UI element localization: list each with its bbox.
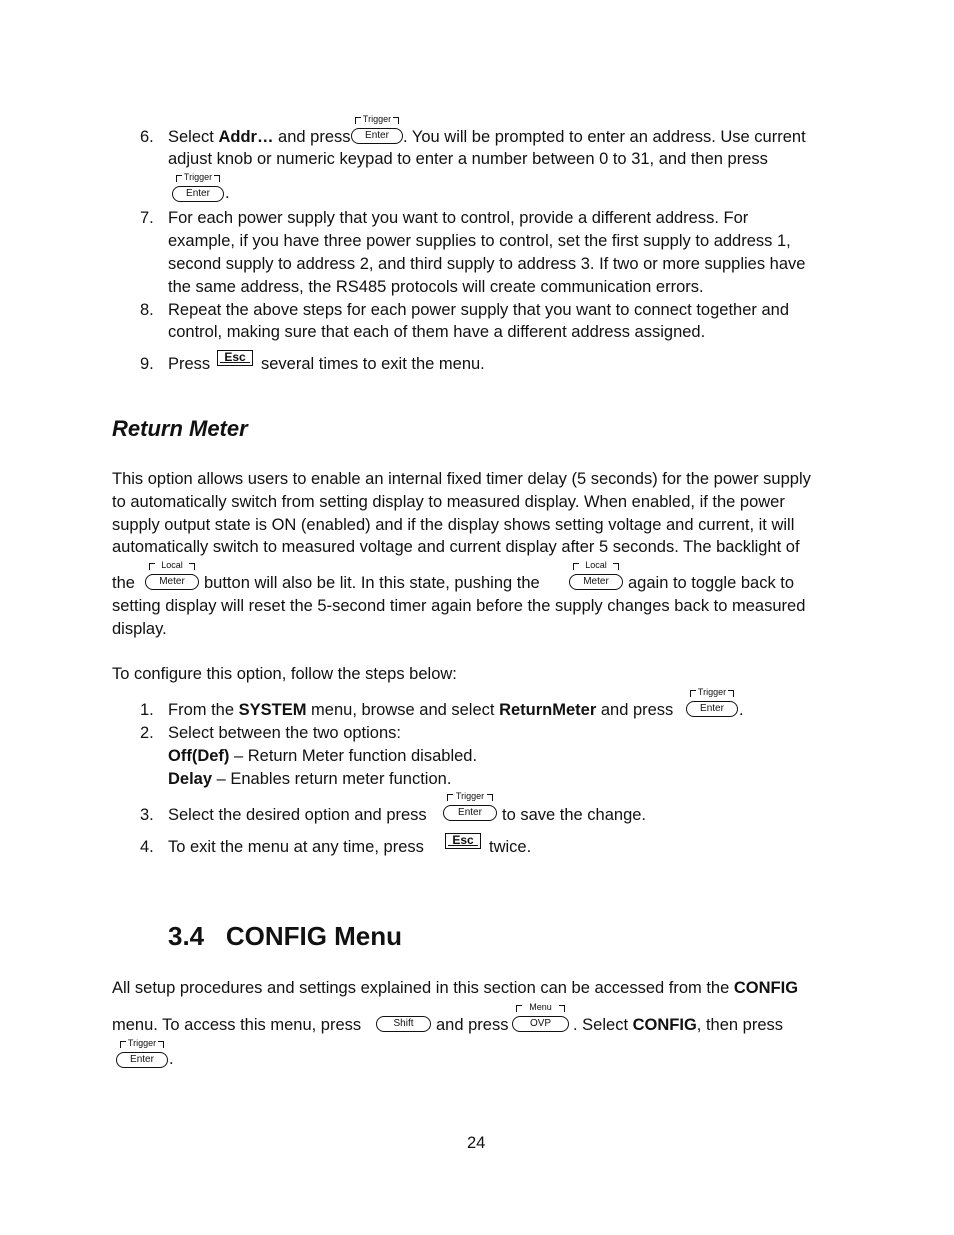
rm-step-2-text: Select between the two options: bbox=[168, 724, 401, 742]
step-6-text-cont: . You will be prompted to enter an address. Use current bbox=[403, 128, 806, 146]
step-6-line2: adjust knob or numeric keypad to enter a number between 0 to 31, and then press bbox=[168, 150, 768, 168]
esc-key-icon: Esc bbox=[217, 350, 253, 366]
step-7-line3: second supply to address 2, and third supply to address 3. If two or more supplies have bbox=[168, 255, 806, 273]
rm-option-delay: Delay – Enables return meter function. bbox=[168, 770, 452, 788]
step-7-line4: the same address, the RS485 protocols will create communication errors. bbox=[168, 278, 704, 296]
step-6-period: . bbox=[225, 184, 230, 202]
step-number: 2. bbox=[140, 724, 154, 742]
paragraph-line: automatically switch to measured voltage and current display after 5 seconds. The backlight of bbox=[112, 538, 800, 556]
paragraph-line: This option allows users to enable an internal fixed timer delay (5 seconds) for the power supply bbox=[112, 470, 811, 488]
paragraph-line: to automatically switch from setting display to measured display. When enabled, if the power bbox=[112, 493, 785, 511]
step-number: 4. bbox=[140, 838, 154, 856]
page-number: 24 bbox=[467, 1134, 486, 1152]
step-number: 7. bbox=[140, 209, 154, 227]
local-meter-key-icon: Local Meter bbox=[569, 560, 623, 590]
config-paragraph-line2-end: . Select CONFIG, then press bbox=[573, 1016, 784, 1034]
paragraph-line: display. bbox=[112, 620, 167, 638]
step-number: 9. bbox=[140, 355, 154, 373]
rm-step-1-text: From the SYSTEM menu, browse and select ReturnMeter and press bbox=[168, 701, 674, 719]
step-7-line1: For each power supply that you want to control, provide a different address. For bbox=[168, 209, 749, 227]
section-heading-return-meter: Return Meter bbox=[112, 416, 248, 441]
step-7-line2: example, if you have three power supplies to control, set the first supply to address 1, bbox=[168, 232, 791, 250]
step-9-text: Press bbox=[168, 355, 211, 373]
config-paragraph-line2-cont: and press bbox=[436, 1016, 509, 1034]
paragraph-line: the bbox=[112, 574, 135, 592]
step-number: 3. bbox=[140, 806, 154, 824]
trigger-enter-key-icon: Trigger Enter bbox=[443, 791, 497, 821]
trigger-enter-key-icon: Trigger Enter bbox=[116, 1038, 168, 1068]
config-paragraph-line2: menu. To access this menu, press bbox=[112, 1016, 362, 1034]
menu-ovp-key-icon: Menu OVP bbox=[512, 1002, 569, 1032]
step-6-text: Select Addr… and press bbox=[168, 128, 351, 146]
paragraph-line: button will also be lit. In this state, pushing the bbox=[204, 574, 540, 592]
shift-key-icon: Shift bbox=[376, 1002, 431, 1032]
local-meter-key-icon: Local Meter bbox=[145, 560, 199, 590]
rm-step-3-text: Select the desired option and press bbox=[168, 806, 427, 824]
rm-option-off: Off(Def) – Return Meter function disabled. bbox=[168, 747, 478, 765]
paragraph-line: again to toggle back to bbox=[628, 574, 795, 592]
paragraph-line: supply output state is ON (enabled) and if the display shows setting voltage and current, it will bbox=[112, 516, 795, 534]
trigger-enter-key-icon: Trigger Enter bbox=[351, 114, 403, 144]
section-heading-config-menu: 3.4 CONFIG Menu bbox=[168, 921, 403, 951]
rm-step-3-text-cont: to save the change. bbox=[502, 806, 647, 824]
step-8-line2: control, making sure that each of them have a different address assigned. bbox=[168, 323, 706, 341]
step-number: 6. bbox=[140, 128, 154, 146]
paragraph-line: setting display will reset the 5-second timer again before the supply changes back to measured bbox=[112, 597, 806, 615]
step-number: 8. bbox=[140, 301, 154, 319]
trigger-enter-key-icon: Trigger Enter bbox=[686, 687, 738, 717]
rm-step-4-text-cont: twice. bbox=[489, 838, 532, 856]
config-period: . bbox=[169, 1050, 174, 1068]
step-8-line1: Repeat the above steps for each power supply that you want to connect together and bbox=[168, 301, 789, 319]
step-9-text-cont: several times to exit the menu. bbox=[261, 355, 485, 373]
config-paragraph-line1: All setup procedures and settings explained in this section can be accessed from the CONFIG bbox=[112, 979, 799, 997]
step-number: 1. bbox=[140, 701, 154, 719]
trigger-enter-key-icon: Trigger Enter bbox=[172, 172, 224, 202]
rm-step-4-text: To exit the menu at any time, press bbox=[168, 838, 424, 856]
rm-step-1-period: . bbox=[739, 701, 744, 719]
paragraph-line: To configure this option, follow the steps below: bbox=[112, 665, 457, 683]
esc-key-icon: Esc bbox=[445, 833, 481, 849]
